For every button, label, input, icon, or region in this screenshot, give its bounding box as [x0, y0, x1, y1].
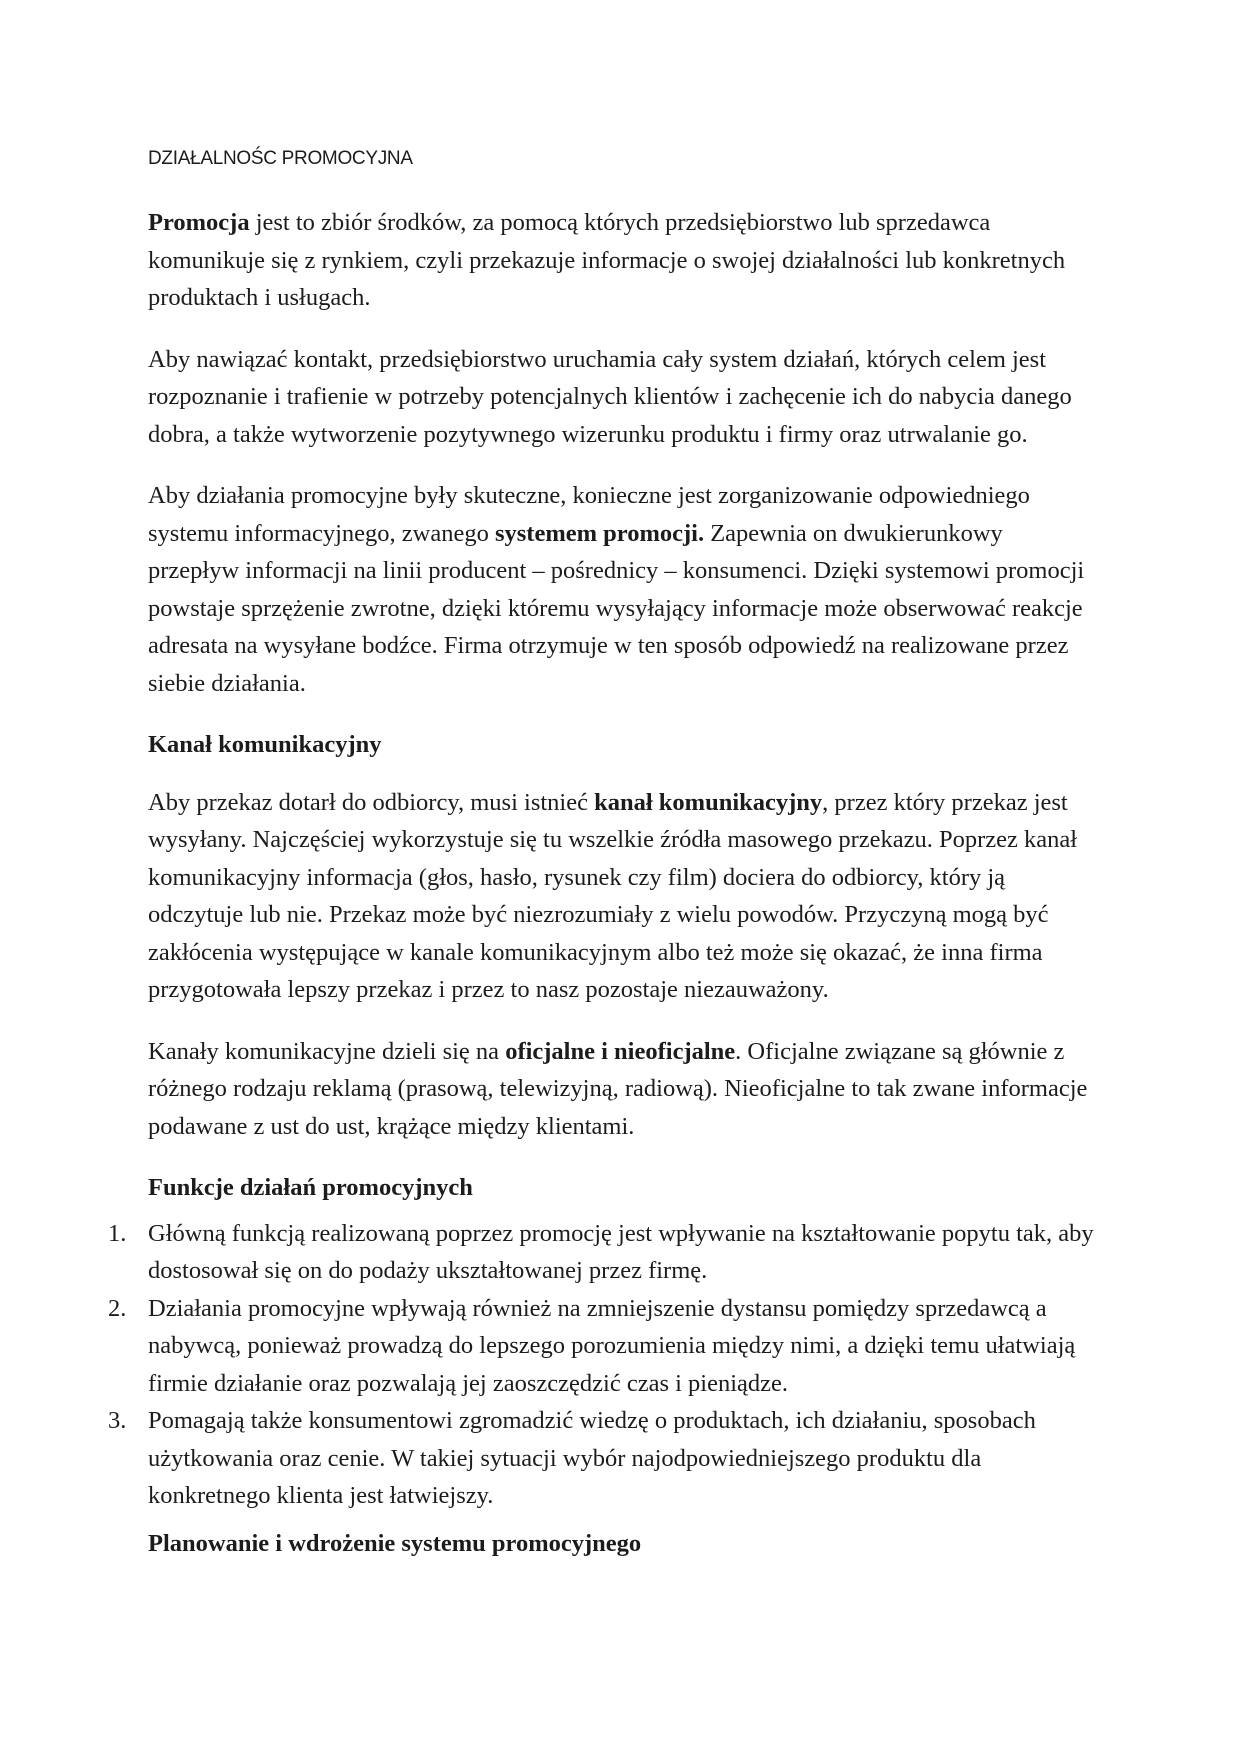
- list-number: 1.: [108, 1219, 127, 1247]
- list-item: [108, 1402, 1098, 1515]
- list-item: [108, 1215, 1098, 1290]
- heading-kanal: Kanał komunikacyjny: [148, 731, 382, 758]
- term-kanal: kanał komunikacyjny: [594, 788, 823, 816]
- paragraph-system: [148, 477, 1098, 702]
- paragraph-kanaly: [148, 1033, 1098, 1146]
- paragraph-intro: [148, 204, 1098, 317]
- list-text: Pomagają także konsumentowi zgromadzić wiedzę o produktach, ich działaniu, sposobach użytkowania oraz cenie. W takiej sytuacji wybór najodpowiedniejszego produktu dla konkretnego klienta jest łatwiejszy.: [148, 1407, 1036, 1509]
- heading-planowanie: Planowanie i wdrożenie systemu promocyjnego: [148, 1529, 642, 1557]
- list-text: Główną funkcją realizowaną poprzez promocję jest wpływanie na kształtowanie popytu tak, aby dostosował się on do podaży ukształtowanej przez firmę.: [148, 1219, 1094, 1284]
- document-content: [108, 148, 1098, 1582]
- list-item: [108, 1290, 1098, 1403]
- term-promocja: Promocja: [148, 209, 250, 236]
- paragraph-contact: Aby nawiązać kontakt, przedsiębiorstwo uruchamia cały system działań, których celem jest rozpoznanie i trafienie w potrzeby potencjalnych klientów i zachęcenie ich do nabycia danego dobra, a także wytworzenie pozytywnego wizerunku produktu i firmy oraz utrwalanie go.: [148, 345, 1072, 448]
- document-title: DZIAŁALNOŚC PROMOCYJNA: [148, 148, 413, 169]
- paragraph-kanal: [148, 784, 1098, 1009]
- text-segment: Zapewnia on dwukierunkowy przepływ informacji na linii producent – pośrednicy – konsumenci. Dzięki systemowi promocji powstaje sprzężenie zwrotne, dzięki któremu wysyłający informacje może obserwować reakcje adresata na wysyłane bodźce. Firma otrzymuje w ten sposób odpowiedź na realizowane przez siebie działania.: [148, 519, 1085, 697]
- term-oficjalne: oficjalne i nieoficjalne: [505, 1037, 736, 1065]
- heading-funkcje: Funkcje działań promocyjnych: [148, 1174, 473, 1201]
- text-segment: Aby działania promocyjne były skuteczne, konieczne jest zorganizowanie odpowiedniego systemu informacyjnego, zwanego: [148, 482, 1030, 547]
- list-number: 2.: [108, 1294, 127, 1322]
- term-system-promocji: systemem promocji.: [494, 519, 705, 547]
- list-number: 3.: [108, 1407, 127, 1434]
- functions-list: [108, 1215, 1098, 1515]
- text-segment: Kanały komunikacyjne dzieli się na: [148, 1037, 506, 1065]
- list-text: Działania promocyjne wpływają również na zmniejszenie dystansu pomiędzy sprzedawcą a nabywcą, ponieważ prowadzą do lepszego porozumienia między nimi, a dzięki temu ułatwiają firmie działanie oraz pozwalają jej zaoszczędzić czas i pieniądze.: [148, 1294, 1076, 1397]
- text-segment: , przez który przekaz jest wysyłany. Najczęściej wykorzystuje się tu wszelkie źródła masowego przekazu. Poprzez kanał komunikacyjny informacja (głos, hasło, rysunek czy film) dociera do odbiorcy, który ją odczytuje lub nie. Przekaz może być niezrozumiały z wielu powodów. Przyczyną mogą być zakłócenia występujące w kanale komunikacyjnym albo też może się okazać, że inna firma przygotowała lepszy przekaz i przez to nasz pozostaje niezauważony.: [148, 788, 1078, 1003]
- text-segment: Aby przekaz dotarł do odbiorcy, musi istnieć: [148, 788, 595, 816]
- text-segment: . Oficjalne związane są głównie z różnego rodzaju reklamą (prasową, telewizyjną, radiową). Nieoficjalne to tak zwane informacje podawane z ust do ust, krążące między klientami.: [148, 1037, 1088, 1140]
- intro-text: jest to zbiór środków, za pomocą których przedsiębiorstwo lub sprzedawca komunikuje się z rynkiem, czyli przekazuje informacje o swojej działalności lub konkretnych produktach i usługach.: [148, 209, 1066, 311]
